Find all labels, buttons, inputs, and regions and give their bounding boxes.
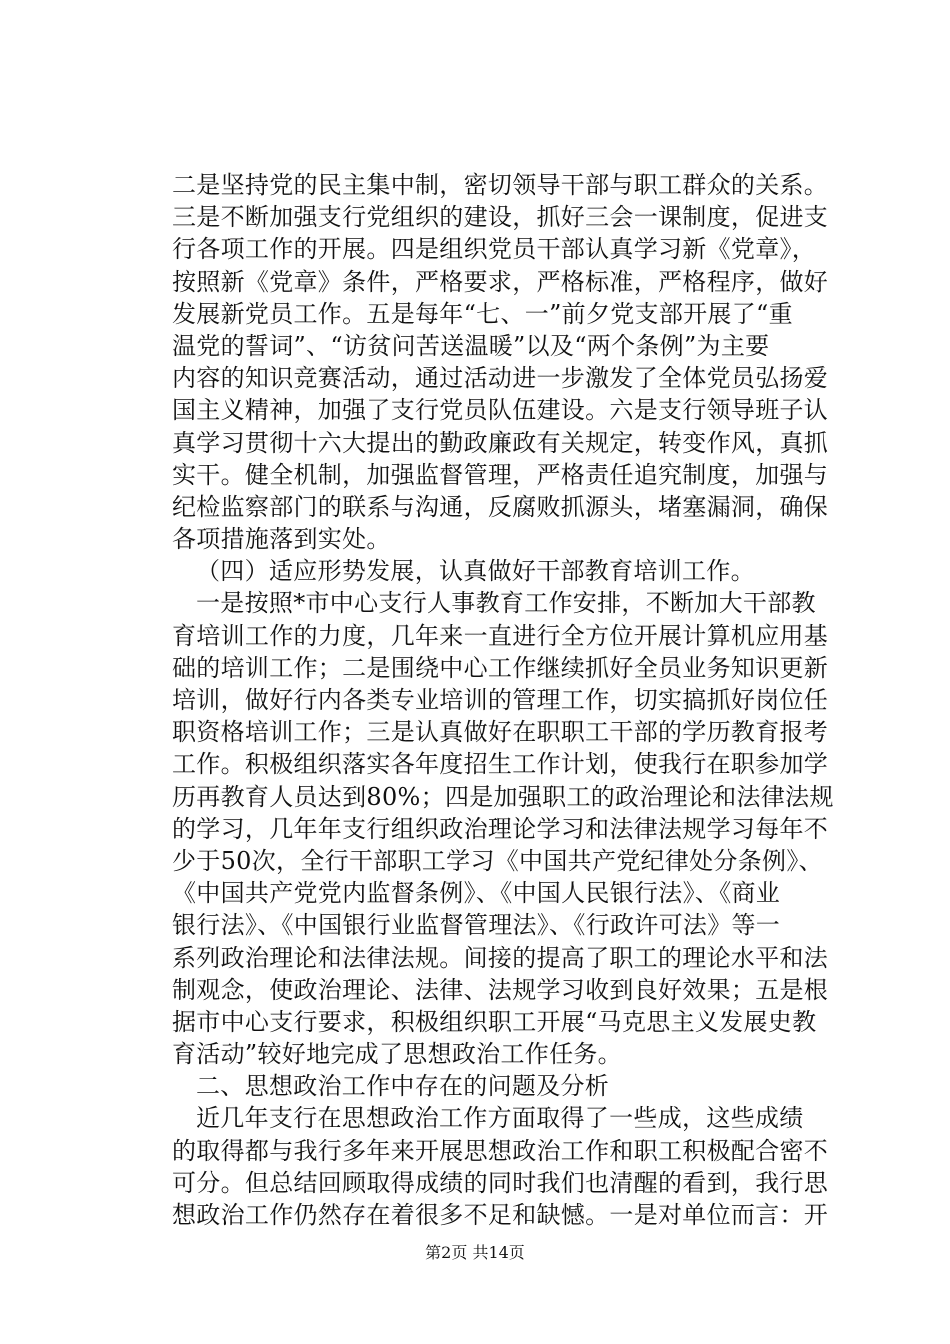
text-line: 想政治工作仍然存在着很多不足和缺憾。一是对单位而言：开 bbox=[172, 1201, 829, 1229]
text-line: 培训，做好行内各类专业培训的管理工作，切实搞抓好岗位任 bbox=[172, 686, 829, 714]
text-line: 三是不断加强支行党组织的建设，抓好三会一课制度，促进支 bbox=[172, 203, 829, 232]
text-line: 育培训工作的力度，几年来一直进行全方位开展计算机应用基 bbox=[172, 621, 829, 650]
text-line: 国主义精神，加强了支行党员队伍建设。六是支行领导班子认 bbox=[172, 396, 829, 425]
section-heading: （四）适应形势发展，认真做好干部教育培训工作。 bbox=[196, 557, 755, 586]
document-body bbox=[172, 169, 832, 1231]
page-footer: 第2页 共14页 bbox=[425, 1243, 525, 1262]
text-line: 发展新党员工作。五是每年“七、一”前夕党支部开展了“重 bbox=[172, 299, 793, 328]
section-heading: 二、思想政治工作中存在的问题及分析 bbox=[196, 1072, 610, 1101]
text-line: 银行法》、《中国银行业监督管理法》、《行政许可法》等一 bbox=[172, 911, 781, 940]
text-line: 按照新《党章》条件，严格要求，严格标准，严格程序，做好 bbox=[172, 267, 829, 296]
text-line: 近几年支行在思想政治工作方面取得了一些成，这些成绩 bbox=[196, 1104, 804, 1133]
text-line: 据市中心支行要求，积极组织职工开展“马克思主义发展史教 bbox=[172, 1007, 817, 1036]
text-line: 二是坚持党的民主集中制，密切领导干部与职工群众的关系。 bbox=[172, 171, 829, 199]
text-line: 职资格培训工作；三是认真做好在职职工干部的学历教育报考 bbox=[172, 718, 829, 747]
text-line: 育活动”较好地完成了思想政治工作任务。 bbox=[172, 1040, 622, 1069]
text-line: 内容的知识竞赛活动，通过活动进一步激发了全体党员弘扬爱 bbox=[172, 364, 829, 393]
text-line: 系列政治理论和法律法规。间接的提高了职工的理论水平和法 bbox=[172, 943, 829, 972]
text-line: 历再教育人员达到80%；四是加强职工的政治理论和法律法规 bbox=[172, 782, 834, 811]
text-line: 础的培训工作；二是围绕中心工作继续抓好全员业务知识更新 bbox=[172, 653, 829, 682]
text-line: 工作。积极组织落实各年度招生工作计划，使我行在职参加学 bbox=[172, 750, 829, 779]
text-line: 温党的誓词”、“访贫问苦送温暖”以及“两个条例”为主要 bbox=[172, 331, 770, 360]
text-line: 少于50次，全行干部职工学习《中国共产党纪律处分条例》、 bbox=[172, 846, 823, 875]
text-line: 制观念，使政治理论、法律、法规学习收到良好效果；五是根 bbox=[172, 975, 829, 1004]
text-line: 实干。健全机制，加强监督管理，严格责任追究制度，加强与 bbox=[172, 460, 829, 489]
text-line: 的取得都与我行多年来开展思想政治工作和职工积极配合密不 bbox=[172, 1136, 829, 1165]
text-line: 纪检监察部门的联系与沟通，反腐败抓源头，堵塞漏洞，确保 bbox=[172, 492, 829, 521]
text-line: 可分。但总结回顾取得成绩的同时我们也清醒的看到，我行思 bbox=[172, 1168, 829, 1197]
text-line: 的学习，几年年支行组织政治理论学习和法律法规学习每年不 bbox=[172, 814, 829, 843]
text-line: 行各项工作的开展。四是组织党员干部认真学习新《党章》， bbox=[172, 235, 817, 264]
text-line: 一是按照*市中心支行人事教育工作安排，不断加大干部教 bbox=[196, 589, 816, 618]
text-line: 各项措施落到实处。 bbox=[172, 525, 391, 554]
text-line: 真学习贯彻十六大提出的勤政廉政有关规定，转变作风，真抓 bbox=[172, 428, 829, 457]
text-line: 《中国共产党党内监督条例》、《中国人民银行法》、《商业 bbox=[172, 879, 781, 908]
